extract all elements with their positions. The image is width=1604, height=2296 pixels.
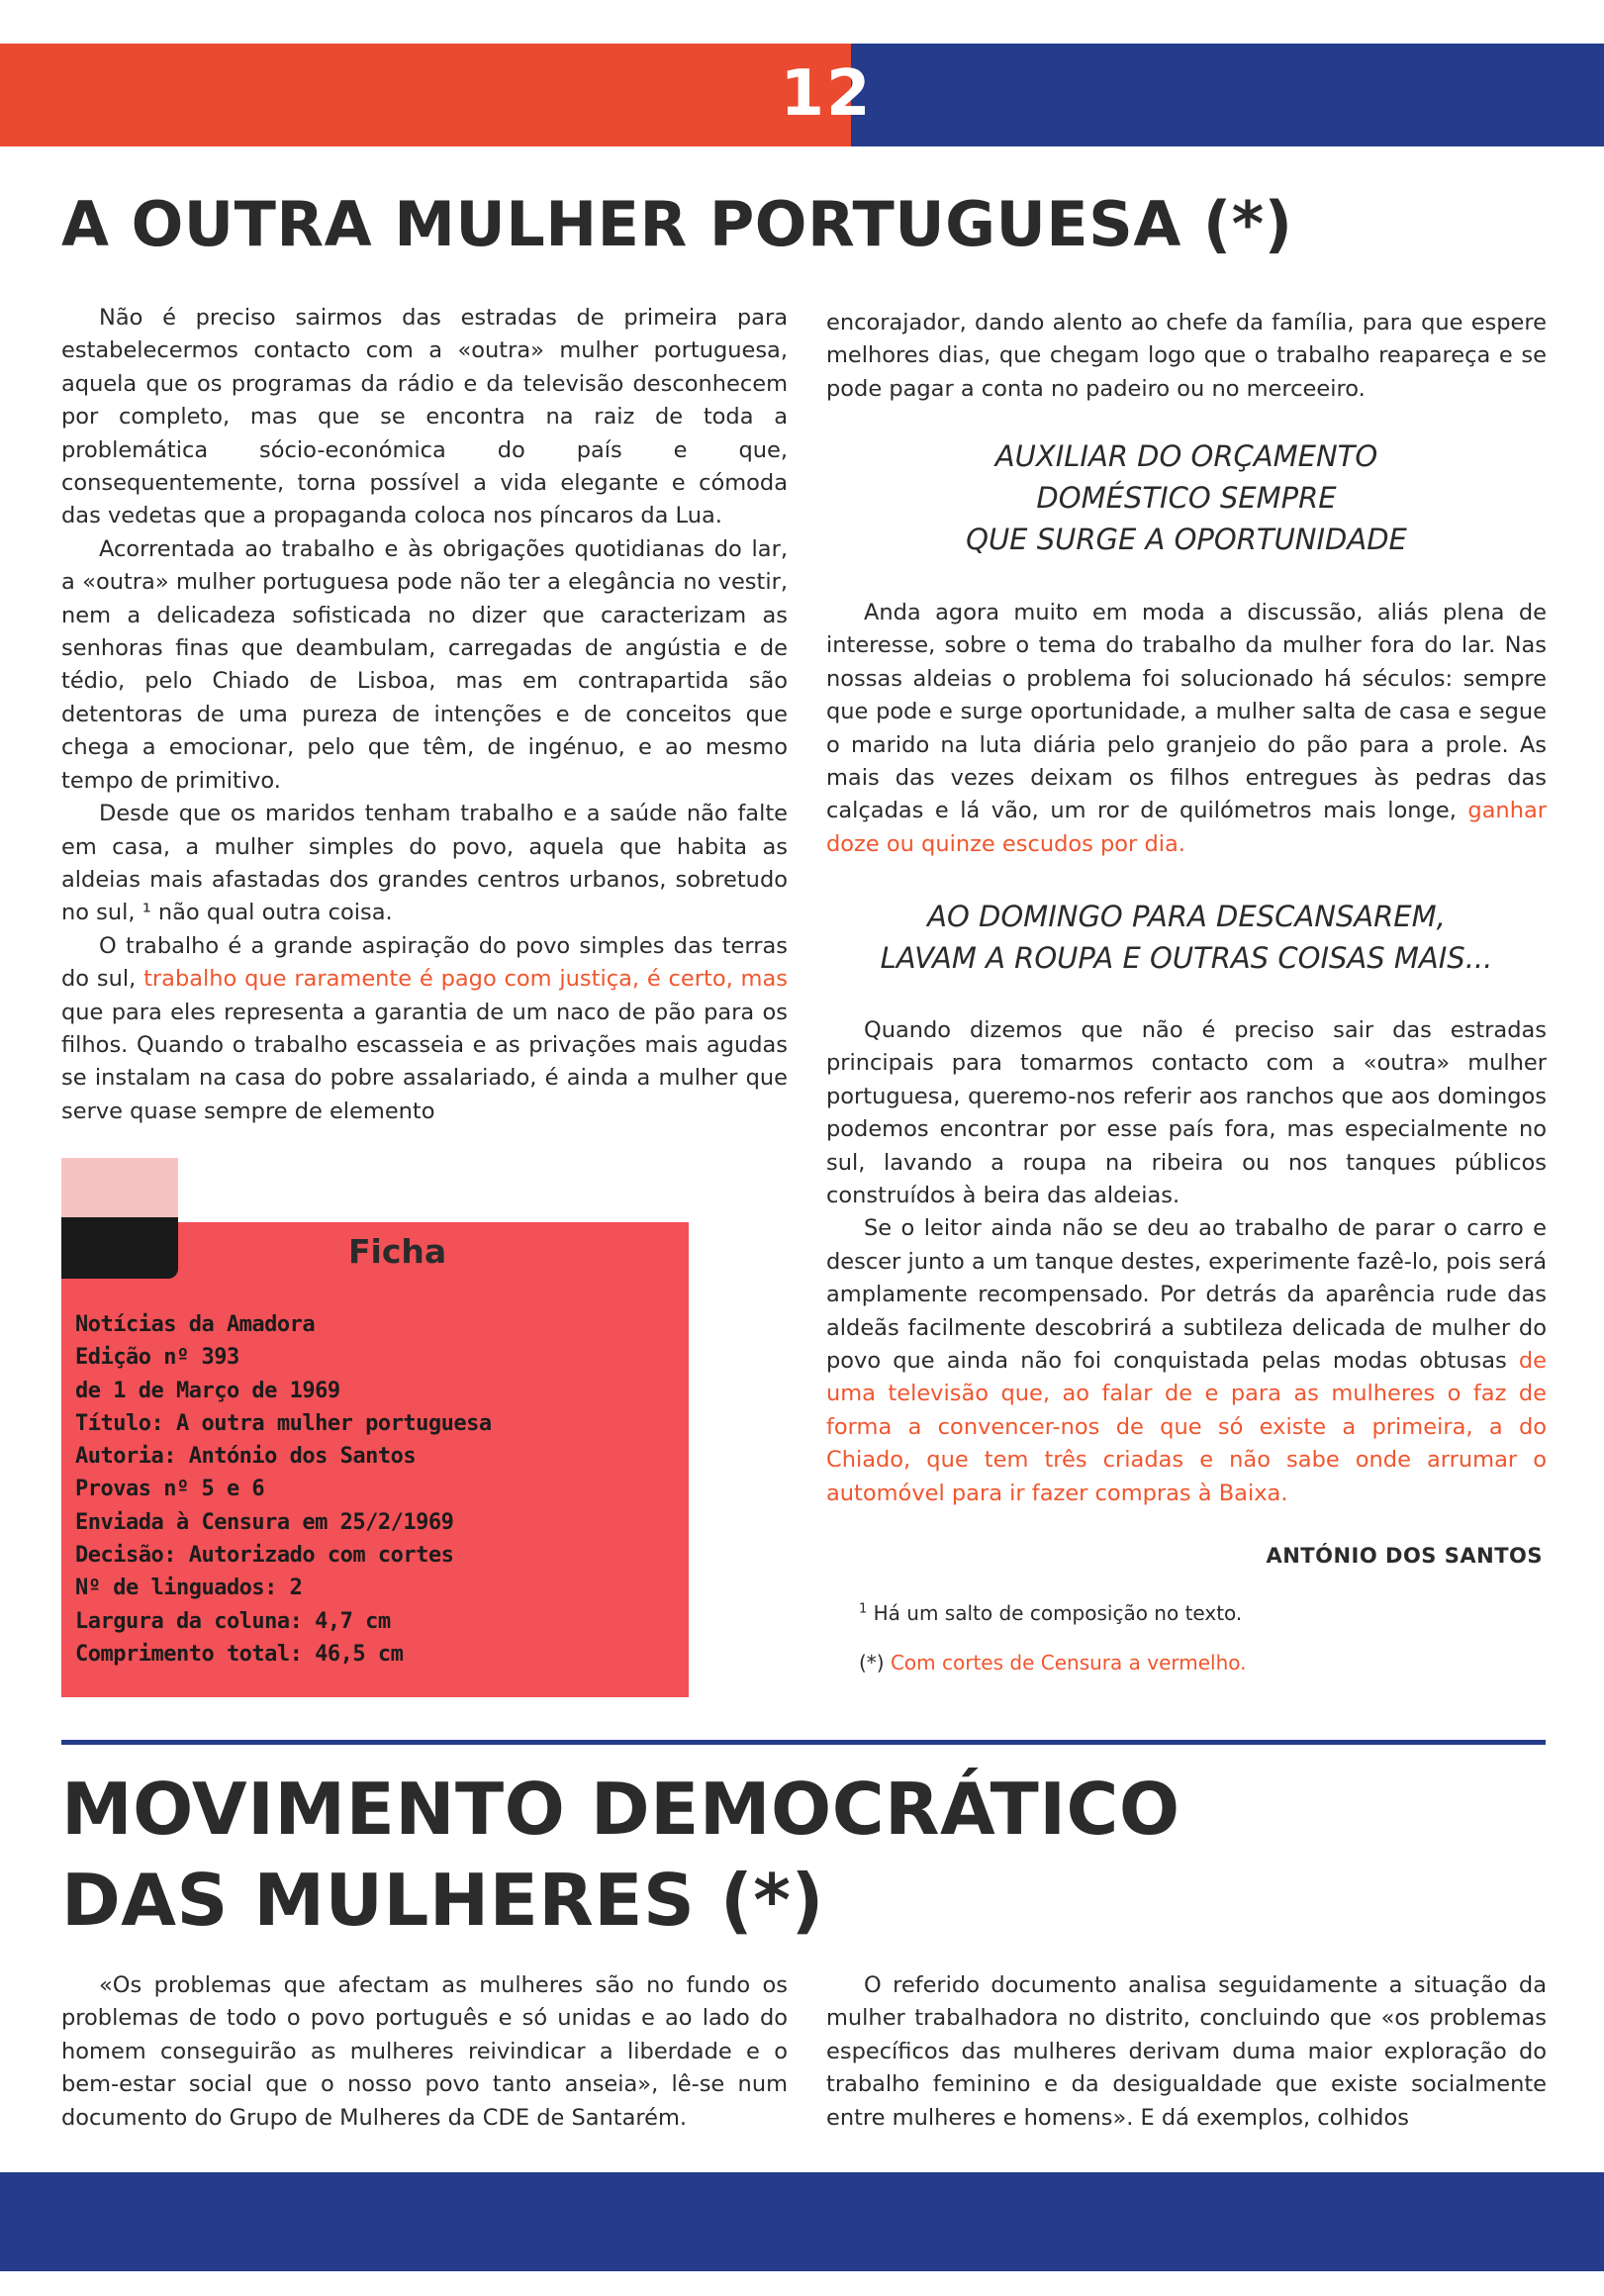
title-line: DAS MULHERES (*) <box>61 1859 824 1942</box>
ficha-line: Notícias da Amadora <box>75 1312 316 1337</box>
ficha-line: Comprimento total: 46,5 cm <box>75 1641 404 1667</box>
censored-text: de uma televisão que, ao falar de e para as mulheres o faz de forma a convencer-nos de que só existe a primeira, a do Chiado, que tem três criadas e não sabe onde arrumar o automóvel para ir fazer compras à Baixa. <box>826 1348 1547 1506</box>
ficha-line: Decisão: Autorizado com cortes <box>75 1543 454 1569</box>
body-text: encorajador, dando alento ao chefe da família, para que espere melhores dias, que chegam logo que o trabalho reapareça e se pode pagar a conta no padeiro ou no merceeiro. <box>826 310 1547 402</box>
second-article-left-column <box>61 1969 788 2135</box>
paragraph <box>826 1969 1547 2135</box>
ficha-line: Título: A outra mulher portuguesa <box>75 1410 492 1436</box>
second-article-title <box>61 1764 1180 1946</box>
footnote-mark: 1 <box>859 1601 868 1617</box>
subheading-line: AO DOMINGO PARA DESCANSAREM, <box>927 900 1446 933</box>
ficha-lines <box>75 1308 492 1671</box>
body-text: Acorrentada ao trabalho e às obrigações quotidianas do lar, a «outra» mulher portuguesa pode não ter a elegância no vestir, nem a delicadeza sofisticada no dizer que caracterizam as senhoras finas que deambulam, carregadas de angústia e de tédio, pelo Chiado de Lisboa, mas em contrapartida são detentoras de uma pureza de intenções e de conceitos que chega a emocionar, pelo que têm, de ingénuo, e ao mesmo tempo de primitivo. <box>61 535 788 794</box>
paragraph <box>61 533 788 798</box>
section-divider <box>61 1740 1546 1745</box>
ficha-line: Largura da coluna: 4,7 cm <box>75 1608 391 1634</box>
body-text: Anda agora muito em moda a discussão, aliás plena de interesse, sobre o tema do trabalho da mulher fora do lar. Nas nossas aldeias o problema foi solucionado há séculos: sempre que pode e surge oportunidade, a mulher salta de casa e segue o marido na luta diária pelo granjeio do pão para a prole. As mais das vezes deixam os filhos entregues às pedras das calçadas e lá vão, um ror de quilómetros mais longe, <box>826 600 1547 824</box>
ficha-title: Ficha <box>348 1232 447 1271</box>
subheading-domingo <box>826 896 1547 979</box>
author-signature: ANTÓNIO DOS SANTOS <box>1266 1544 1543 1568</box>
paragraph <box>61 1969 788 2135</box>
ficha-pink-tab <box>61 1158 178 1223</box>
censor-note-prefix: (*) <box>859 1651 891 1674</box>
body-text: «Os problemas que afectam as mulheres são no fundo os problemas de todo o povo português e só unidas e ao lado do homem conseguirão as mulheres reivindicar a liberdade e o bem-estar social que o nosso povo tanto anseia», lê-se num documento do Grupo de Mulheres da CDE de Santarém. <box>61 1972 788 2131</box>
body-text: Se o leitor ainda não se deu ao trabalho de parar o carro e descer junto a um tanque destes, experimente fazê-lo, pois será amplamente recompensado. Por detrás da aparência rude das aldeãs facilmente descobrirá a subtileza delicada de mulher do povo que ainda não foi conquistada pelas modas obtusas <box>826 1215 1547 1375</box>
article-right-column-mid <box>826 597 1547 861</box>
subheading-line: DOMÉSTICO SEMPRE <box>1036 481 1337 515</box>
censored-text: ganhar doze ou quinze escudos por dia. <box>826 798 1547 857</box>
paragraph <box>61 930 788 1128</box>
paragraph <box>826 307 1547 406</box>
censor-note <box>859 1651 1247 1674</box>
article-right-column-top <box>826 307 1547 406</box>
title-line: MOVIMENTO DEMOCRÁTICO <box>61 1768 1180 1851</box>
second-article-right-column <box>826 1969 1547 2135</box>
censored-text: trabalho que raramente é pago com justiça, é certo, mas <box>143 966 788 993</box>
ficha-line: Edição nº 393 <box>75 1345 239 1371</box>
ficha-line: Nº de linguados: 2 <box>75 1576 303 1601</box>
footer-band-blue <box>0 2172 1604 2271</box>
ficha-line: Enviada à Censura em 25/2/1969 <box>75 1509 454 1535</box>
header-band-red <box>0 44 851 146</box>
header-band-blue <box>851 44 1604 146</box>
subheading-line: LAVAM A ROUPA E OUTRAS COISAS MAIS... <box>880 941 1493 975</box>
article-right-column-bottom <box>826 1014 1547 1510</box>
ficha-line: de 1 de Março de 1969 <box>75 1378 340 1403</box>
ficha-line: Autoria: António dos Santos <box>75 1444 417 1470</box>
paragraph <box>826 597 1547 861</box>
subheading-line: QUE SURGE A OPORTUNIDADE <box>966 523 1407 556</box>
body-text: Quando dizemos que não é preciso sair das estradas principais para tomarmos contacto com a «outra» mulher portuguesa, queremo-nos referir aos ranchos que aos domingos podemos encontrar por esse país fora, mas especialmente no sul, lavando a roupa na ribeira ou nos tanques públicos construídos à beira das aldeias. <box>826 1017 1547 1209</box>
article-title: A OUTRA MULHER PORTUGUESA (*) <box>61 188 1293 260</box>
body-text: O referido documento analisa seguidamente a situação da mulher trabalhadora no distrito, concluindo que «os problemas específicos das mulheres derivam duma maior exploração do trabalho feminino e da desigualdade que existe socialmente entre mulheres e homens». E dá exemplos, colhidos <box>826 1972 1547 2131</box>
page-number: 12 <box>780 57 873 131</box>
footnote-text: Há um salto de composição no texto. <box>873 1601 1243 1625</box>
body-text: Não é preciso sairmos das estradas de primeira para estabelecermos contacto com a «outra» mulher portuguesa, aquela que os programas da rádio e da televisão desconhecem por completo, mas que se encontra na raiz de toda a problemática sócio-económica do país e que, consequentemente, torna possível a vida elegante e cómoda das vedetas que a propaganda coloca nos píncaros da Lua. <box>61 305 788 529</box>
subheading-orcamento <box>826 435 1547 560</box>
ficha-line: Provas nº 5 e 6 <box>75 1477 265 1502</box>
ficha-black-tab <box>61 1217 178 1279</box>
body-text: O trabalho é a grande aspiração do povo simples das terras do sul, <box>61 932 788 993</box>
paragraph <box>61 302 788 533</box>
paragraph <box>61 798 788 930</box>
body-text: Desde que os maridos tenham trabalho e a saúde não falte em casa, a mulher simples do povo, aquela que habita as aldeias mais afastadas dos grandes centros urbanos, sobretudo no sul, ¹ não qual outra coisa. <box>61 801 788 926</box>
censor-note-text: Com cortes de Censura a vermelho. <box>890 1651 1247 1674</box>
body-text: que para eles representa a garantia de um naco de pão para os filhos. Quando o trabalho escasseia e as privações mais agudas se instalam na casa do pobre assalariado, é ainda a mulher que serve quase sempre de elemento <box>61 999 788 1124</box>
paragraph <box>826 1014 1547 1212</box>
subheading-line: AUXILIAR DO ORÇAMENTO <box>994 439 1378 473</box>
article-left-column <box>61 302 788 1128</box>
footnote <box>859 1601 1242 1625</box>
paragraph <box>826 1212 1547 1510</box>
